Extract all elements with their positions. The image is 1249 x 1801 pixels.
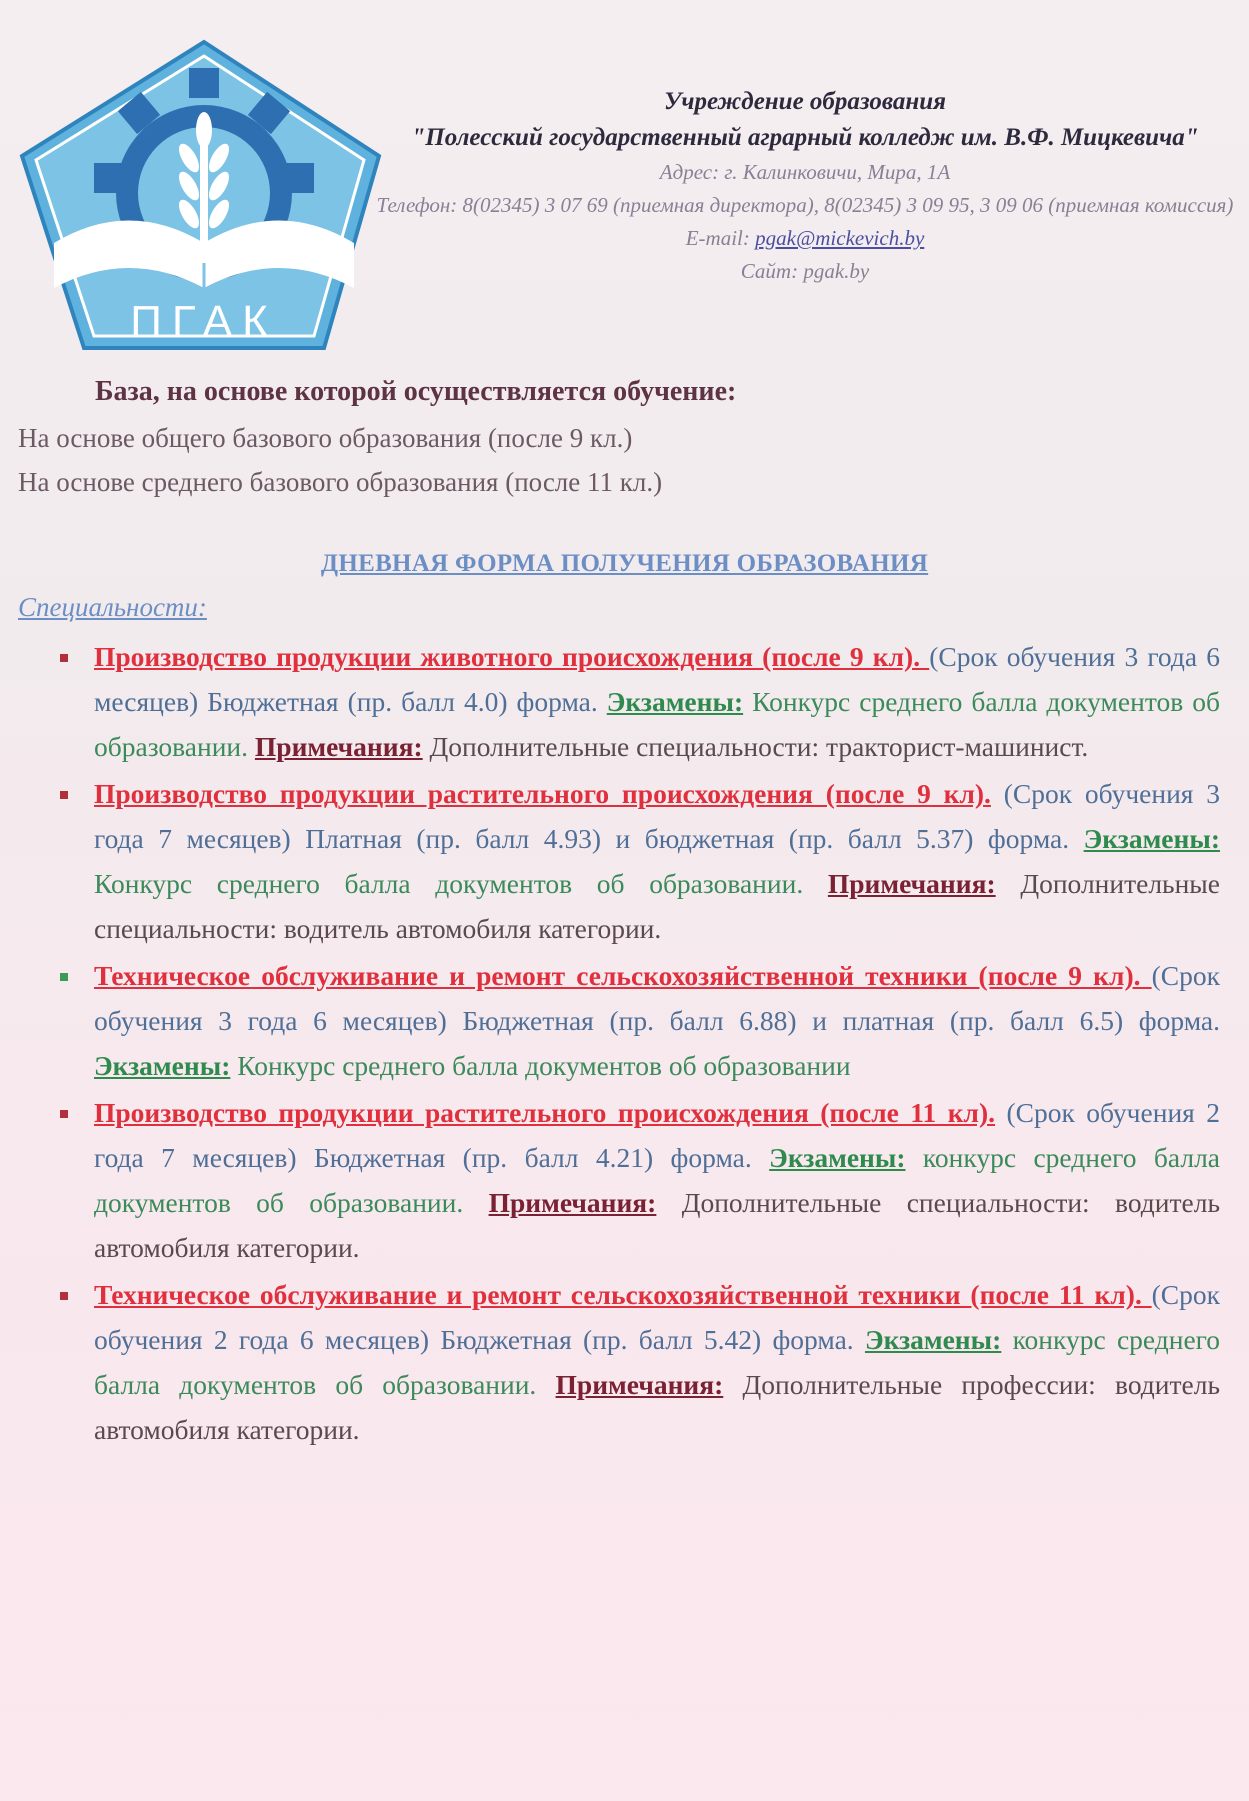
specialty-title: Производство продукции растительного происхождения (после 11 кл). [94, 1097, 996, 1128]
exams-label: Экзамены: [769, 1142, 906, 1173]
specialty-details: (Срок обучения 3 года 7 месяцев) Платная (пр. балл 4.93) и бюджетная (пр. балл 5.37) форма. [94, 778, 1220, 854]
specialty-notes: Дополнительные специальности: водитель автомобиля категории. [94, 868, 1220, 944]
notes-label: Примечания: [254, 731, 423, 762]
specialties-label: Специальности: [18, 592, 207, 622]
specialty-exams: Конкурс среднего балла документов об образовании [230, 1050, 851, 1081]
specialty-exams: конкурс среднего балла документов об образовании. [94, 1142, 1220, 1218]
exams-label: Экзамены: [606, 686, 744, 717]
logo-text: ПГАК [130, 297, 278, 346]
specialty-item [94, 953, 1220, 1088]
notes-label: Примечания: [488, 1187, 657, 1218]
college-logo [14, 38, 384, 358]
org-name: "Полесский государственный аграрный колледж им. В.Ф. Мицкевича" [411, 124, 1199, 151]
email-label: E-mail: [685, 226, 756, 250]
exams-label: Экзамены: [864, 1324, 1002, 1355]
org-type: Учреждение образования [664, 88, 946, 115]
specialty-notes: Дополнительные специальности: водитель автомобиля категории. [94, 1187, 1220, 1263]
base-title: База, на основе которой осуществляется обучение: [95, 376, 737, 407]
address: Адрес: г. Калинковичи, Мира, 1А [659, 160, 951, 184]
specialty-title: Техническое обслуживание и ремонт сельскохозяйственной техники (после 9 кл). [94, 960, 1152, 991]
notes-label: Примечания: [827, 868, 996, 899]
exams-label: Экзамены: [1083, 823, 1220, 854]
base-line-11: На основе среднего базового образования (после 11 кл.) [18, 467, 663, 497]
bullet-icon [60, 1110, 68, 1118]
specialty-item [94, 634, 1220, 769]
exams-label: Экзамены: [94, 1050, 231, 1081]
specialty-item [94, 1272, 1220, 1452]
specialty-exams: конкурс среднего балла документов об образовании. [94, 1324, 1220, 1400]
email-line [375, 222, 1235, 255]
specialties-list [0, 634, 1249, 1452]
specialty-details: (Срок обучения 3 года 6 месяцев) Бюджетная (пр. балл 4.0) форма. [94, 641, 1220, 717]
bullet-icon [60, 654, 68, 662]
bullet-icon [60, 973, 68, 981]
specialty-details: (Срок обучения 2 года 7 месяцев) Бюджетная (пр. балл 4.21) форма. [94, 1097, 1220, 1173]
specialty-notes: Дополнительные специальности: тракторист-машинист. [422, 731, 1089, 762]
bullet-icon [60, 791, 68, 799]
specialty-exams: Конкурс среднего балла документов об образовании. [94, 686, 1220, 762]
phone: Телефон: 8(02345) 3 07 69 (приемная директора), 8(02345) 3 09 95, 3 09 06 (приемная комиссия) [376, 193, 1234, 217]
specialty-exams: Конкурс среднего балла документов об образовании. [94, 868, 828, 899]
institution-header [375, 84, 1235, 288]
specialty-item [94, 1090, 1220, 1270]
specialty-details: (Срок обучения 2 года 6 месяцев) Бюджетная (пр. балл 5.42) форма. [94, 1279, 1220, 1355]
notes-label: Примечания: [555, 1369, 724, 1400]
specialty-details: (Срок обучения 3 года 6 месяцев) Бюджетная (пр. балл 6.88) и платная (пр. балл 6.5) форма. [94, 960, 1220, 1036]
site: Сайт: pgak.by [740, 259, 870, 283]
specialty-notes: Дополнительные профессии: водитель автомобиля категории. [94, 1369, 1220, 1445]
specialty-item [94, 771, 1220, 951]
bullet-icon [60, 1292, 68, 1300]
specialty-title: Производство продукции растительного происхождения (после 9 кл). [94, 778, 991, 809]
specialty-title: Производство продукции животного происхождения (после 9 кл). [94, 641, 930, 672]
specialty-title: Техническое обслуживание и ремонт сельскохозяйственной техники (после 11 кл). [94, 1279, 1152, 1310]
day-form-title: ДНЕВНАЯ ФОРМА ПОЛУЧЕНИЯ ОБРАЗОВАНИЯ [320, 550, 929, 577]
base-line-9: На основе общего базового образования (после 9 кл.) [18, 423, 633, 453]
email-link[interactable]: pgak@mickevich.by [755, 226, 925, 250]
